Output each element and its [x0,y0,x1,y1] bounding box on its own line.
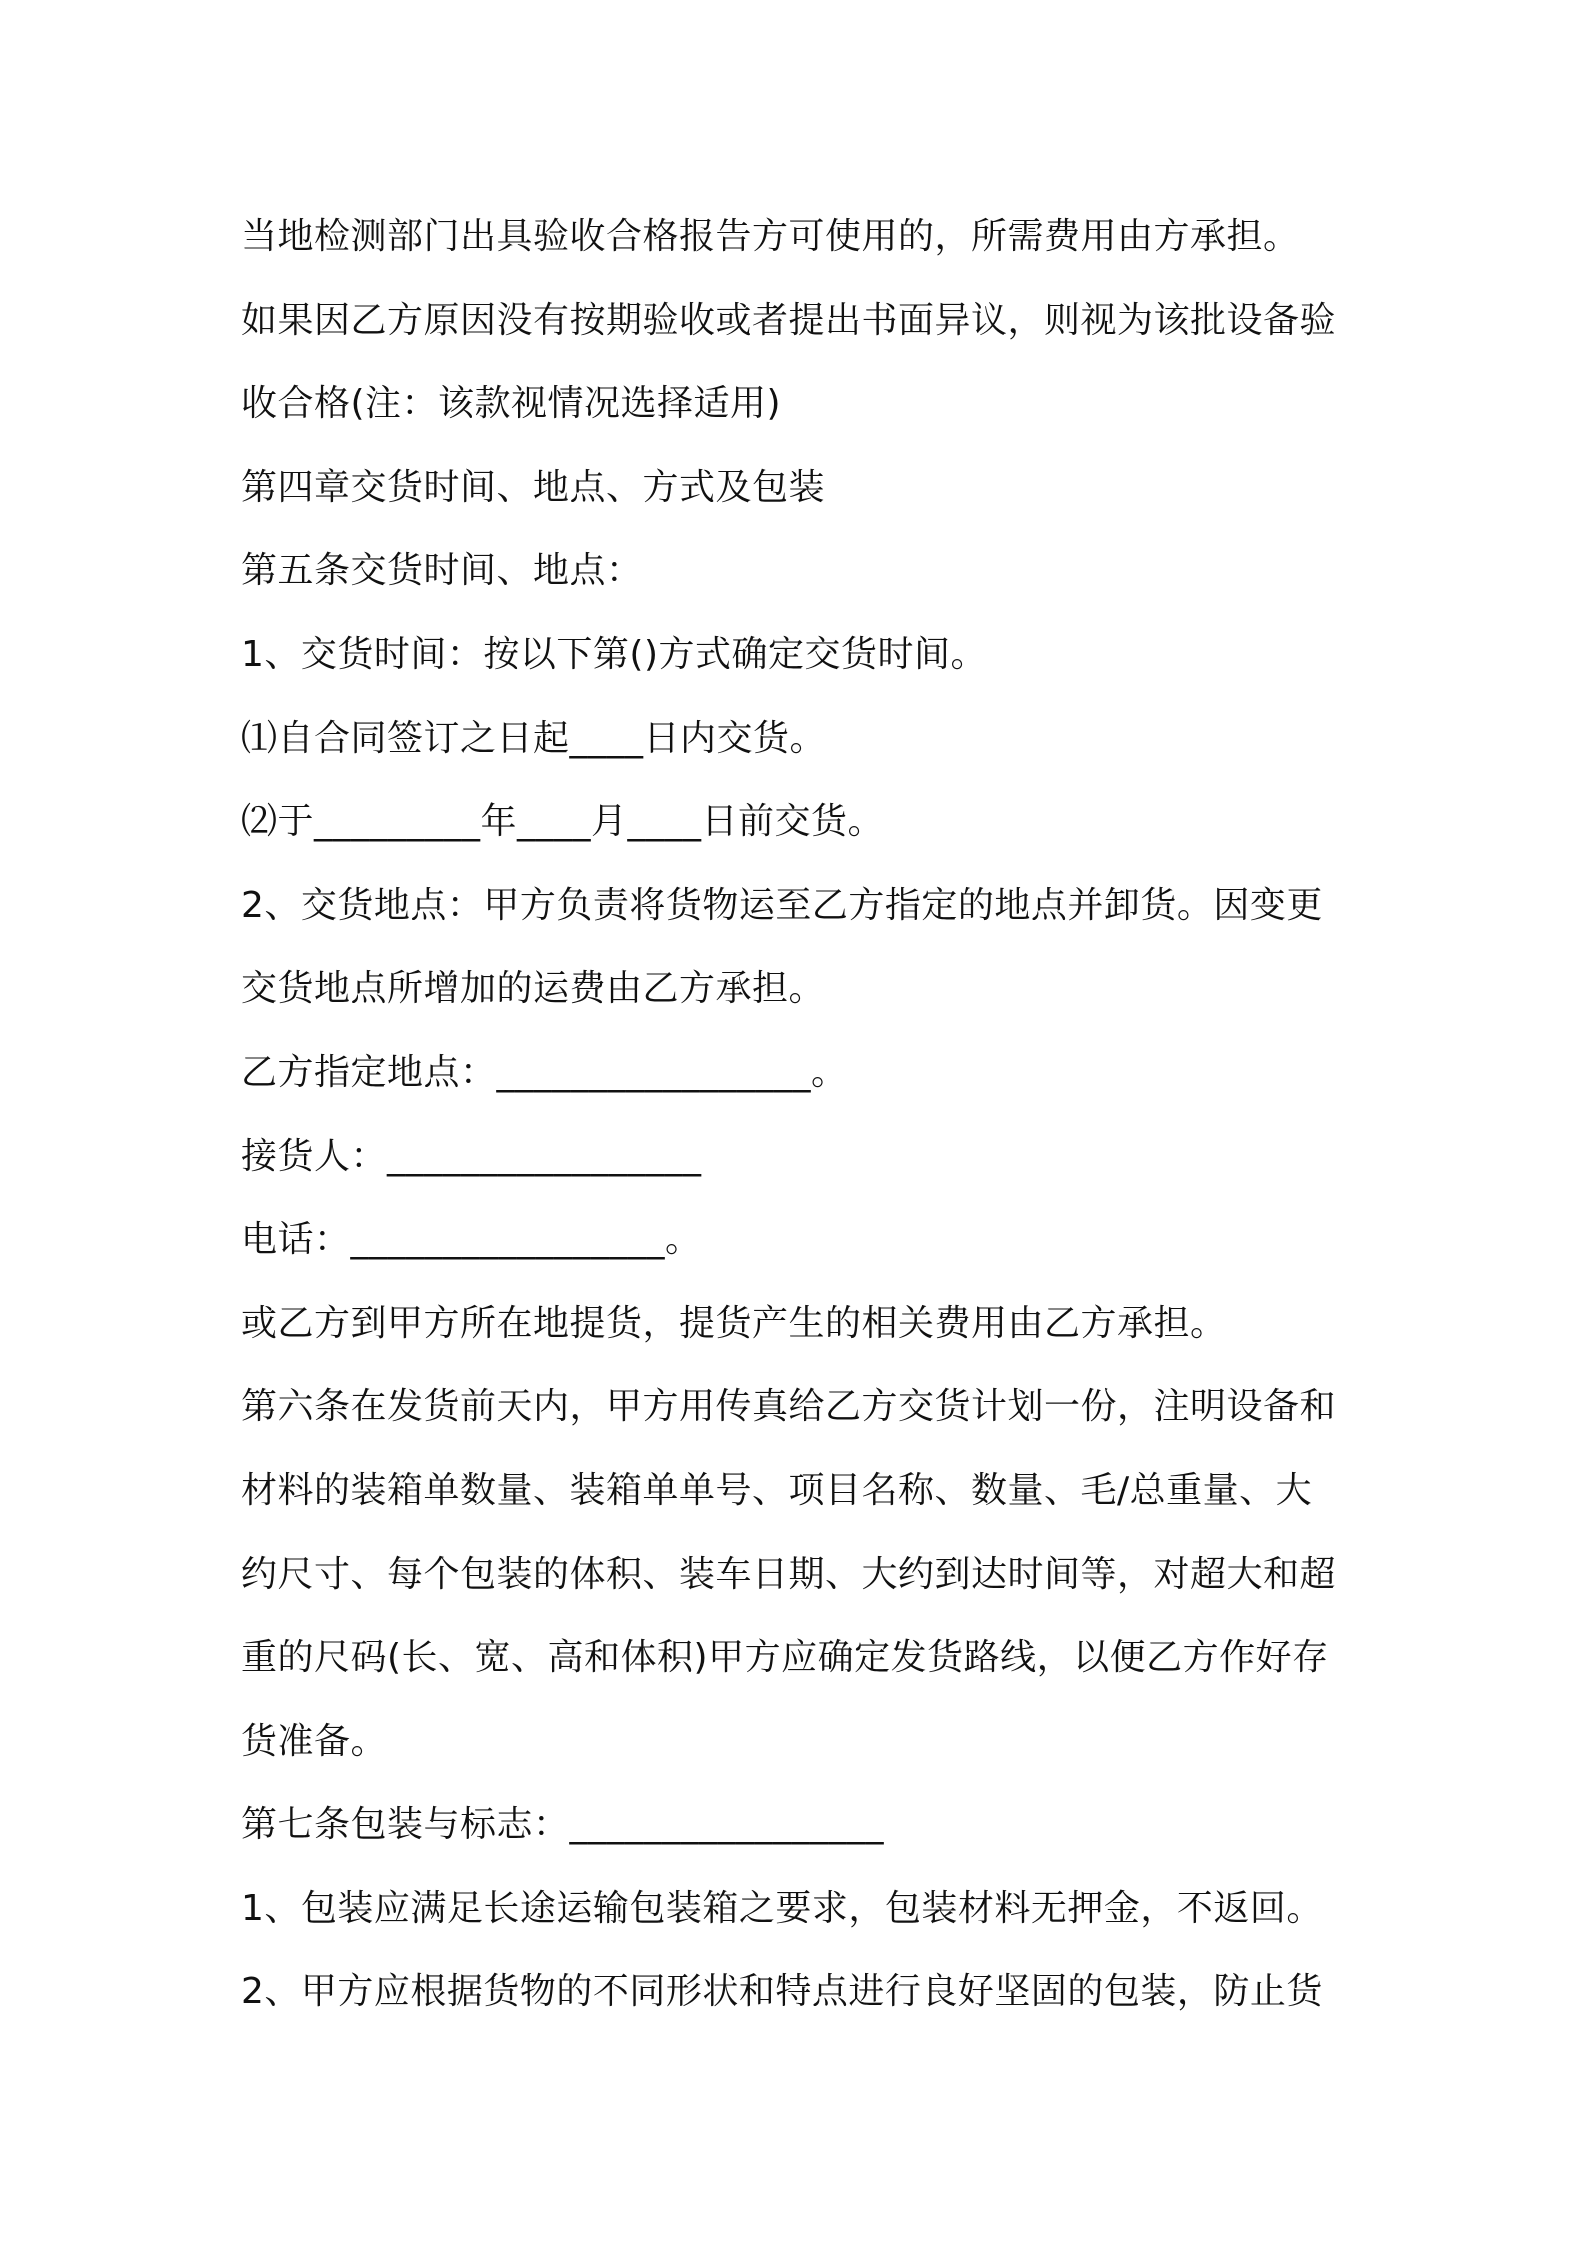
document-body [241,195,1361,2034]
text-line: 货准备。 [241,1720,388,1762]
text-line: 如果因乙方原因没有按期验收或者提出书面异议，则视为该批设备验 [241,299,1337,341]
text-line: 1、包装应满足长途运输包装箱之要求，包装材料无押金，不返回。 [241,1887,1323,1929]
text-line: 电话：_________________。 [241,1219,702,1261]
text-line: 交货地点所增加的运费由乙方承担。 [241,968,826,1010]
text-line: 或乙方到甲方所在地提货，提货产生的相关费用由乙方承担。 [241,1302,1227,1344]
chapter-heading: 第四章交货时间、地点、方式及包装 [241,466,826,508]
text-line: 收合格(注：该款视情况选择适用) [241,383,782,425]
text-line: 当地检测部门出具验收合格报告方可使用的，所需费用由方承担。 [241,216,1300,257]
text-line: 材料的装箱单数量、装箱单单号、项目名称、数量、毛/总重量、大 [241,1469,1313,1511]
article-heading: 第七条包装与标志：_________________ [241,1804,885,1846]
text-line: 重的尺码(长、宽、高和体积)甲方应确定发货路线，以便乙方作好存 [241,1637,1329,1679]
article-paragraph: 第六条在发货前天内，甲方用传真给乙方交货计划一份，注明设备和 [241,1386,1337,1428]
text-line: 接货人：_________________ [241,1135,702,1177]
article-heading: 第五条交货时间、地点： [241,550,643,592]
text-line: 乙方指定地点：_________________。 [241,1051,848,1093]
text-line: 2、甲方应根据货物的不同形状和特点进行良好坚固的包装，防止货 [241,1971,1323,2013]
text-line: 1、交货时间：按以下第()方式确定交货时间。 [241,633,987,675]
text-line: ⑵于_________年____月____日前交货。 [241,801,885,843]
text-line: ⑴自合同签订之日起____日内交货。 [241,717,827,759]
text-line: 约尺寸、每个包装的体积、装车日期、大约到达时间等，对超大和超 [241,1553,1337,1595]
text-line: 2、交货地点：甲方负责将货物运至乙方指定的地点并卸货。因变更 [241,884,1323,926]
